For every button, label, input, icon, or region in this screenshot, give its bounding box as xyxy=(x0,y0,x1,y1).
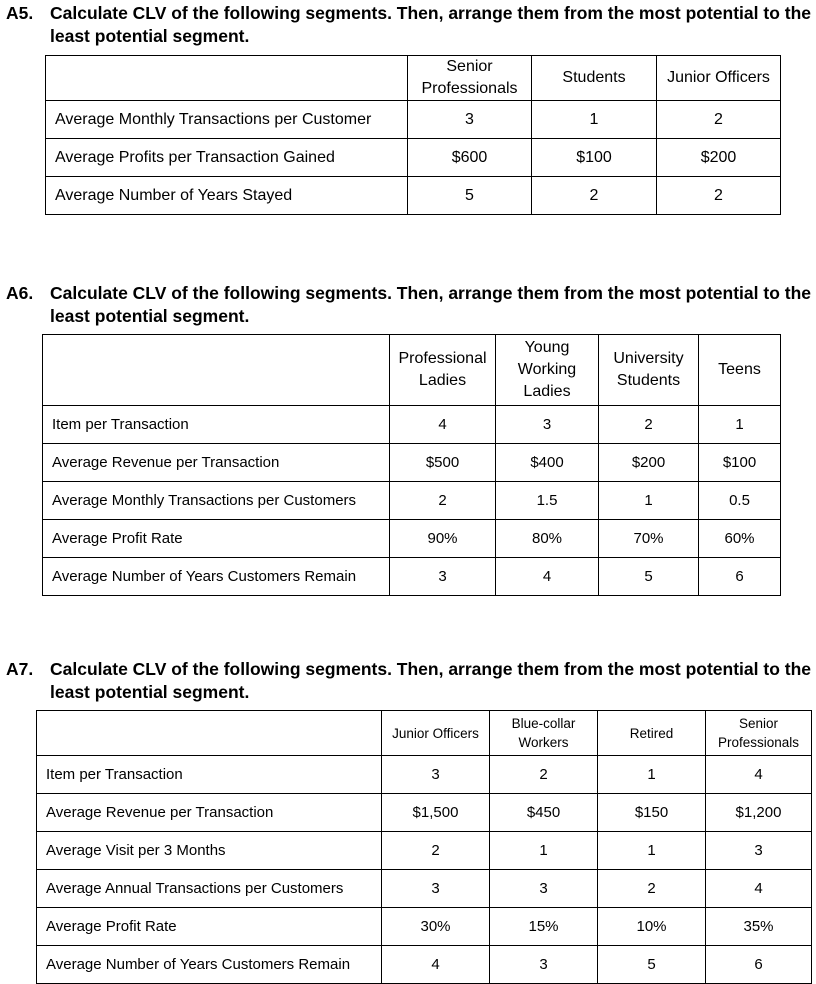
header-row xyxy=(43,335,781,406)
table-cell: 0.5 xyxy=(699,482,781,520)
table-cell: 3 xyxy=(706,832,812,870)
question-a7 xyxy=(6,658,812,704)
table-cell: 1.5 xyxy=(496,482,599,520)
table-cell: 5 xyxy=(599,558,699,596)
table-cell: 5 xyxy=(408,177,532,215)
table-cell: $600 xyxy=(408,139,532,177)
table-cell: $100 xyxy=(699,444,781,482)
table-row xyxy=(37,870,812,908)
table-cell: 1 xyxy=(598,756,706,794)
table-cell: 3 xyxy=(390,558,496,596)
table-cell: $500 xyxy=(390,444,496,482)
question-number: A6. xyxy=(6,283,34,303)
table-row xyxy=(43,520,781,558)
question-text: Calculate CLV of the following segments. Then, arrange them from the most potential to the least potential segment. xyxy=(50,3,811,46)
row-label: Average Revenue per Transaction xyxy=(37,794,382,832)
table-row xyxy=(37,794,812,832)
table-cell: 15% xyxy=(490,908,598,946)
table-cell: 2 xyxy=(490,756,598,794)
table-row xyxy=(46,101,781,139)
table-row xyxy=(37,946,812,984)
table-cell: $1,500 xyxy=(382,794,490,832)
row-label: Average Profits per Transaction Gained xyxy=(46,139,408,177)
table-cell: 2 xyxy=(382,832,490,870)
row-label: Item per Transaction xyxy=(37,756,382,794)
table-row xyxy=(46,139,781,177)
question-a6 xyxy=(6,282,812,328)
header-cell: Junior Officers xyxy=(382,711,490,756)
row-label: Average Monthly Transactions per Customers xyxy=(43,482,390,520)
header-cell: Students xyxy=(532,56,657,101)
row-label: Average Revenue per Transaction xyxy=(43,444,390,482)
table-cell: 3 xyxy=(496,406,599,444)
table-cell: 6 xyxy=(706,946,812,984)
table-cell: 3 xyxy=(408,101,532,139)
table-cell: $200 xyxy=(599,444,699,482)
table-cell: 3 xyxy=(490,870,598,908)
table-cell: $100 xyxy=(532,139,657,177)
header-cell: Teens xyxy=(699,335,781,406)
question-number: A5. xyxy=(6,3,34,23)
table-cell: 80% xyxy=(496,520,599,558)
table-cell: 6 xyxy=(699,558,781,596)
header-row xyxy=(37,711,812,756)
row-label: Average Number of Years Customers Remain xyxy=(37,946,382,984)
question-a5 xyxy=(6,2,812,48)
table-cell: 1 xyxy=(598,832,706,870)
question-number: A7. xyxy=(6,659,34,679)
table-cell: 2 xyxy=(532,177,657,215)
table-a5 xyxy=(45,55,781,215)
table-cell: 4 xyxy=(706,756,812,794)
table-cell: 35% xyxy=(706,908,812,946)
table-cell: $400 xyxy=(496,444,599,482)
table-row xyxy=(37,756,812,794)
table-cell: 90% xyxy=(390,520,496,558)
table-row xyxy=(37,908,812,946)
row-label: Average Visit per 3 Months xyxy=(37,832,382,870)
header-empty xyxy=(37,711,382,756)
table-cell: $450 xyxy=(490,794,598,832)
table-cell: 2 xyxy=(599,406,699,444)
table-cell: 30% xyxy=(382,908,490,946)
table-cell: 2 xyxy=(390,482,496,520)
table-row xyxy=(37,832,812,870)
table-cell: 4 xyxy=(706,870,812,908)
row-label: Average Profit Rate xyxy=(37,908,382,946)
header-row xyxy=(46,56,781,101)
header-cell: Senior Professionals xyxy=(408,56,532,101)
header-cell: Professional Ladies xyxy=(390,335,496,406)
table-cell: 4 xyxy=(382,946,490,984)
table-cell: 1 xyxy=(490,832,598,870)
header-cell: Blue-collar Workers xyxy=(490,711,598,756)
question-text: Calculate CLV of the following segments. Then, arrange them from the most potential to the least potential segment. xyxy=(50,283,811,326)
header-cell: Young Working Ladies xyxy=(496,335,599,406)
table-cell: 4 xyxy=(390,406,496,444)
table-row xyxy=(43,406,781,444)
row-label: Average Number of Years Stayed xyxy=(46,177,408,215)
table-cell: 70% xyxy=(599,520,699,558)
table-cell: 1 xyxy=(599,482,699,520)
table-cell: $1,200 xyxy=(706,794,812,832)
table-row xyxy=(43,444,781,482)
table-cell: 1 xyxy=(532,101,657,139)
row-label: Average Number of Years Customers Remain xyxy=(43,558,390,596)
header-cell: University Students xyxy=(599,335,699,406)
header-cell: Junior Officers xyxy=(657,56,781,101)
table-cell: 5 xyxy=(598,946,706,984)
table-cell: 2 xyxy=(598,870,706,908)
table-cell: 10% xyxy=(598,908,706,946)
table-cell: $200 xyxy=(657,139,781,177)
table-row xyxy=(43,558,781,596)
table-cell: 2 xyxy=(657,101,781,139)
table-cell: 1 xyxy=(699,406,781,444)
table-cell: 3 xyxy=(490,946,598,984)
header-empty xyxy=(46,56,408,101)
question-text: Calculate CLV of the following segments. Then, arrange them from the most potential to the least potential segment. xyxy=(50,659,811,702)
row-label: Item per Transaction xyxy=(43,406,390,444)
table-row xyxy=(46,177,781,215)
row-label: Average Monthly Transactions per Customer xyxy=(46,101,408,139)
row-label: Average Annual Transactions per Customers xyxy=(37,870,382,908)
header-cell: Retired xyxy=(598,711,706,756)
table-cell: 60% xyxy=(699,520,781,558)
table-cell: 3 xyxy=(382,870,490,908)
table-cell: 2 xyxy=(657,177,781,215)
table-row xyxy=(43,482,781,520)
row-label: Average Profit Rate xyxy=(43,520,390,558)
table-cell: $150 xyxy=(598,794,706,832)
table-a7 xyxy=(36,710,812,984)
table-cell: 4 xyxy=(496,558,599,596)
header-cell: Senior Professionals xyxy=(706,711,812,756)
table-cell: 3 xyxy=(382,756,490,794)
table-a6 xyxy=(42,334,781,596)
header-empty xyxy=(43,335,390,406)
